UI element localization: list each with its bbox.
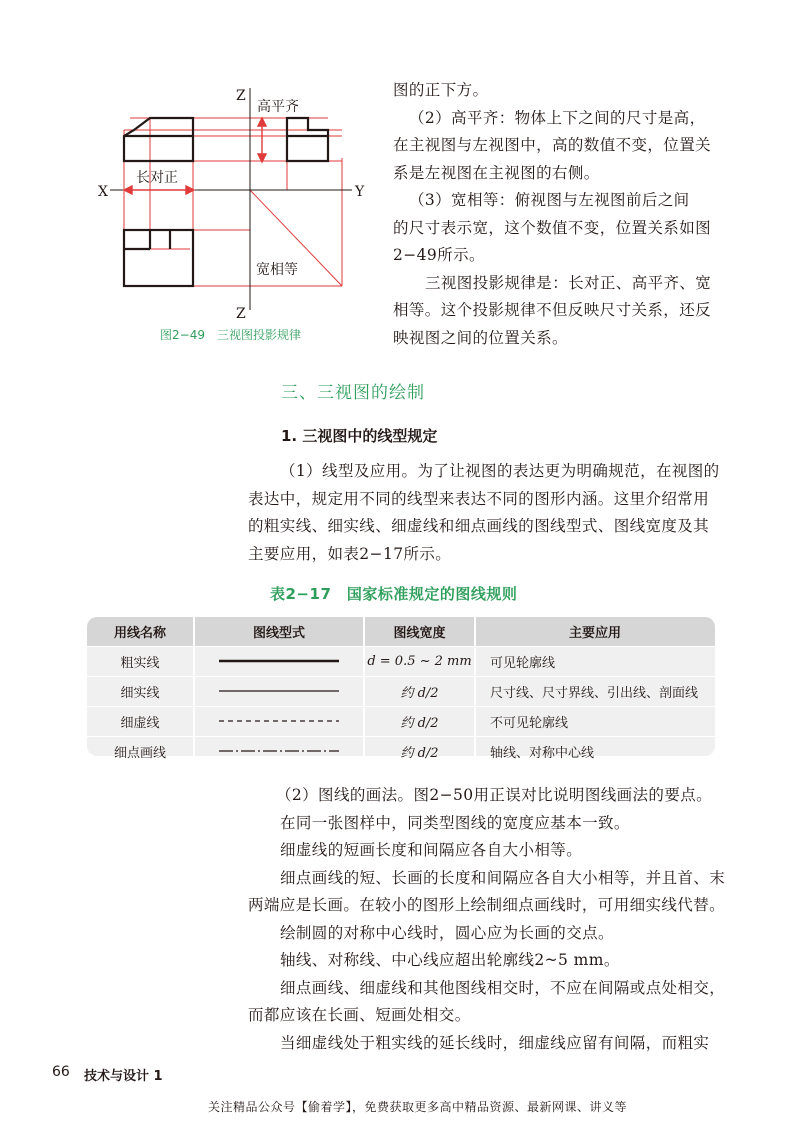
- text-line: 三视图投影规律是：长对正、高平齐、宽: [425, 273, 712, 292]
- line-sample-dashdot: [194, 737, 364, 767]
- line-name: 细虚线: [87, 707, 194, 737]
- z-top-label: Z: [236, 88, 246, 104]
- text-line: 主要应用，如表2−17所示。: [248, 544, 452, 563]
- line-width: 约 d/2: [364, 677, 475, 707]
- text-line: 轴线、对称线、中心线应超出轮廓线2~5 mm。: [280, 951, 620, 969]
- text-line: 在同一张图样中，同类型图线的宽度应基本一致。: [280, 813, 630, 832]
- line-use: 轴线、对称中心线: [475, 737, 715, 767]
- projection-figure: [90, 78, 380, 340]
- text-line: 细点画线、细虚线和其他图线相交时，不应在间隔或点处相交，: [280, 978, 726, 997]
- table-title: 表2−17 国家标准规定的图线规则: [270, 585, 518, 603]
- line-sample-thick: [194, 647, 364, 677]
- text-line: （3）宽相等：俯视图与左视图前后之间: [409, 191, 690, 209]
- subsection-title: 1. 三视图中的线型规定: [281, 427, 438, 445]
- text-line: 2−49所示。: [393, 246, 485, 264]
- col-header: 图线型式: [194, 617, 364, 647]
- table-row: [87, 707, 715, 737]
- line-use: 不可见轮廓线: [475, 707, 715, 737]
- col-header: 用线名称: [87, 617, 194, 647]
- text-line: 相等。这个投影规律不但反映尺寸关系，还反: [393, 301, 712, 319]
- text-line: 映视图之间的位置关系。: [393, 328, 568, 347]
- col-header: 图线宽度: [364, 617, 475, 647]
- line-use: 可见轮廓线: [475, 647, 715, 677]
- line-sample-thin: [194, 677, 364, 707]
- text-line: 而都应该在长画、短画处相交。: [248, 1006, 471, 1024]
- book-title: 技术与设计 1: [84, 1069, 163, 1084]
- chang-label: 长对正: [136, 170, 178, 186]
- line-sample-dashed: [194, 707, 364, 737]
- line-name: 细实线: [87, 677, 194, 707]
- line-width: 约 d/2: [364, 737, 475, 767]
- text-line: （2）高平齐：物体上下之间的尺寸是高，: [409, 108, 706, 127]
- line-name: 粗实线: [87, 647, 194, 677]
- gao-label: 高平齐: [257, 99, 299, 115]
- text-line: 表达中，规定用不同的线型来表达不同的图形内涵。这里介绍常用: [248, 489, 710, 508]
- line-rules-table: [87, 617, 715, 766]
- right-column-text: [393, 77, 723, 352]
- text-line: 在主视图与左视图中，高的数值不变，位置关: [393, 136, 712, 154]
- text-line: （1）线型及应用。为了让视图的表达更为明确规范，在视图的: [280, 462, 720, 480]
- paragraph-1: [248, 458, 728, 568]
- text-line: 细点画线的短、长画的长度和间隔应各自大小相等，并且首、末: [280, 868, 726, 887]
- table-row: [87, 737, 715, 767]
- text-line: 图的正下方。: [393, 81, 489, 99]
- table-header-row: [87, 617, 715, 647]
- text-line: （2）图线的画法。图2−50用正误对比说明图线画法的要点。: [276, 786, 713, 804]
- paragraph-2: [248, 782, 728, 1057]
- text-line: 两端应是长画。在较小的图形上绘制细点画线时，可用细实线代替。: [248, 896, 726, 914]
- text-line: 细虚线的短画长度和间隔应各自大小相等。: [280, 841, 583, 859]
- col-header: 主要应用: [475, 617, 715, 647]
- table-row: [87, 647, 715, 677]
- text-line: 系是左视图在主视图的右侧。: [393, 163, 600, 182]
- text-line: 绘制圆的对称中心线时，圆心应为长画的交点。: [280, 923, 614, 942]
- text-line: 的尺寸表示宽，这个数值不变，位置关系如图: [393, 218, 712, 237]
- figure-caption: 图2−49 三视图投影规律: [160, 328, 301, 342]
- line-use: 尺寸线、尺寸界线、引出线、剖面线: [475, 677, 715, 707]
- text-line: 当细虚线处于粗实线的延长线时，细虚线应留有间隔，而粗实: [280, 1033, 710, 1052]
- watermark-text: 关注精品公众号【偷着学】，免费获取更多高中精品资源、最新网课、讲义等: [208, 1100, 628, 1114]
- x-label: X: [98, 184, 108, 200]
- y-label: Y: [355, 184, 365, 200]
- line-name: 细点画线: [87, 737, 194, 767]
- text-line: 的粗实线、细实线、细虚线和细点画线的图线型式、图线宽度及其: [248, 517, 710, 535]
- section-title: 三、三视图的绘制: [281, 383, 425, 403]
- page-number: 66: [52, 1064, 70, 1080]
- kuan-label: 宽相等: [256, 262, 298, 278]
- line-width: d = 0.5 ~ 2 mm: [364, 647, 475, 677]
- line-width: 约 d/2: [364, 707, 475, 737]
- z-bottom-label: Z: [236, 306, 246, 322]
- table-row: [87, 677, 715, 707]
